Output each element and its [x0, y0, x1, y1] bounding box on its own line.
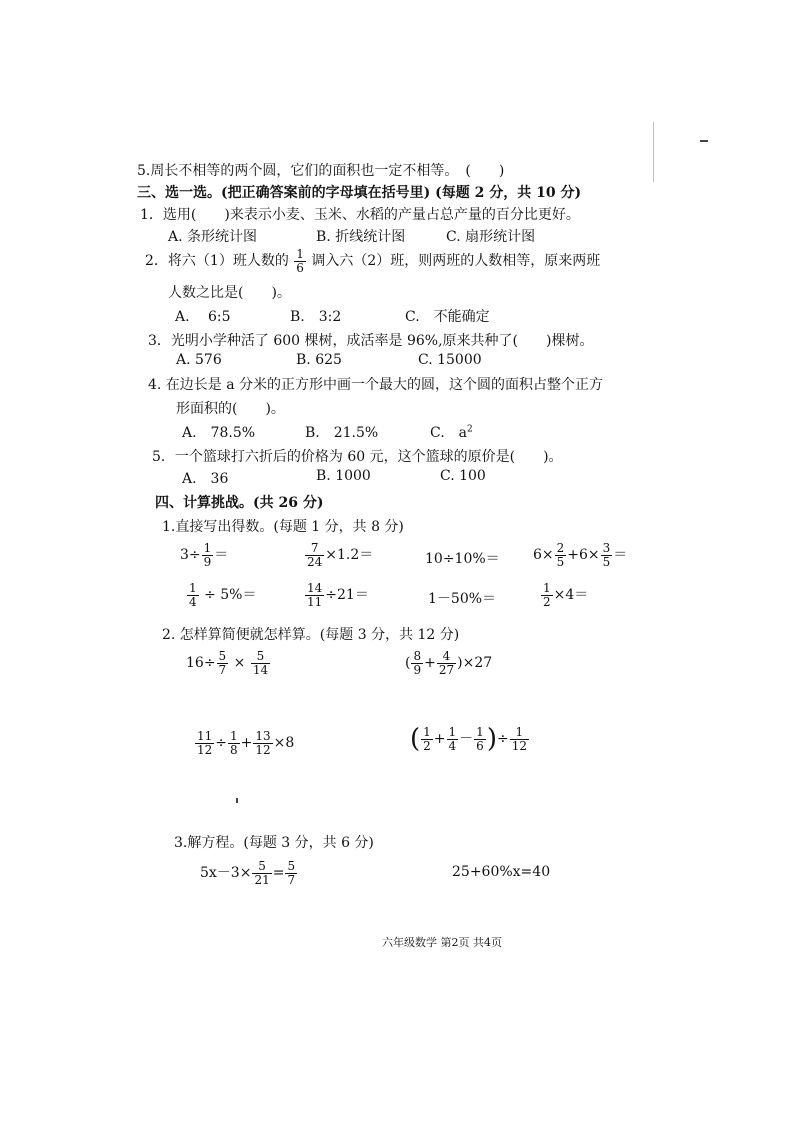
q3-option-b: B. 625	[296, 352, 342, 368]
q3-stem: 3．光明小学种活了 600 棵树，成活率是 96%,原来共种了( )棵树。	[148, 333, 594, 349]
sub3-title: 3.解方程。(每题 3 分，共 6 分)	[174, 835, 374, 851]
sub1-title: 1.直接写出得数。(每题 1 分，共 8 分)	[162, 519, 404, 535]
q4-stem-line2: 形面积的( )。	[176, 401, 285, 417]
q2-option-b: B. 3:2	[290, 309, 342, 325]
equation-2: 25+60%x=40	[452, 864, 551, 880]
equation-1: 5x－3× $\frac{5}{21}$ = $\frac{5}{7}$	[200, 859, 296, 887]
q4-option-c: C. $a^2$	[430, 424, 473, 441]
q1-option-c: C. 扇形统计图	[446, 229, 536, 245]
calc-item-2: $\frac{7}{24}$ ×1.2＝	[307, 541, 374, 569]
q2-fraction: $\frac{1}{6}$	[296, 247, 304, 275]
q1-option-b: B. 折线统计图	[316, 229, 406, 245]
calc-item-7: 1－50%＝	[428, 591, 497, 607]
q3-option-c: C. 15000	[418, 352, 482, 368]
section3-title: 三、选一选。(把正确答案前的字母填在括号里) (每题 2 分，共 10 分)	[137, 185, 582, 201]
q2-option-c: C. 不能确定	[405, 309, 490, 325]
q5-option-a: A. 36	[182, 471, 229, 487]
sub2-title: 2. 怎样算简便就怎样算。(每题 3 分，共 12 分)	[162, 627, 460, 643]
q3-option-a: A. 576	[176, 352, 222, 368]
simplify-expr-3: $\frac{11}{12}$ ÷ $\frac{1}{8}$ + $\frac{13}{12}$ ×8	[197, 729, 295, 757]
calc-item-1: 3÷ $\frac{1}{9}$ ＝	[180, 541, 229, 569]
q2-stem-a: 2．将六（1）班人数的	[145, 253, 289, 270]
q1-stem: 1．选用( )来表示小麦、玉米、水稻的产量占总产量的百分比更好。	[140, 207, 580, 223]
q1-option-a: A. 条形统计图	[168, 229, 258, 245]
q2-stem-b: 调入六（2）班，则两班的人数相等，原来两班	[311, 253, 601, 270]
calc-item-4: 6× $\frac{2}{5}$ +6× $\frac{3}{5}$ ＝	[533, 541, 628, 569]
calc-item-8: $\frac{1}{2}$ ×4＝	[543, 581, 589, 609]
simplify-expr-1: 16÷ $\frac{5}{7}$ × $\frac{5}{14}$	[186, 649, 269, 677]
q2-stem-line2: 人数之比是( )。	[168, 285, 291, 301]
calc-item-5: $\frac{1}{4}$ ÷ 5%＝	[189, 581, 257, 609]
scan-edge-tick	[700, 140, 708, 142]
scan-dot	[236, 798, 238, 803]
q2-stem-line1	[145, 248, 600, 274]
calc-item-3: 10÷10%＝	[425, 551, 500, 567]
page-footer: 六年级数学 第2页 共4页	[382, 936, 502, 949]
true-false-q5: 5.周长不相等的两个圆，它们的面积也一定不相等。 ( )	[137, 163, 505, 179]
q2-option-a: A. 6:5	[175, 309, 231, 325]
scan-edge-line	[653, 122, 654, 182]
q4-option-b: B. 21.5%	[305, 425, 379, 441]
q4-option-a: A. 78.5%	[182, 425, 256, 441]
q5-stem: 5．一个篮球打六折后的价格为 60 元，这个篮球的原价是( )。	[152, 449, 563, 465]
simplify-expr-4: ( $\frac{1}{2}$ + $\frac{1}{4}$ － $\frac{1}{6}$ )÷ $\frac{1}{12}$	[410, 724, 527, 755]
calc-item-6: $\frac{14}{11}$ ÷21＝	[307, 581, 369, 609]
section4-title: 四、计算挑战。(共 26 分)	[155, 495, 324, 511]
q4-stem-line1: 4. 在边长是 a 分米的正方形中画一个最大的圆，这个圆的面积占整个正方	[148, 377, 604, 393]
q5-option-b: B. 1000	[316, 468, 371, 484]
q5-option-c: C. 100	[440, 468, 486, 484]
simplify-expr-2: ( $\frac{8}{9}$ + $\frac{4}{27}$ )×27	[405, 649, 493, 677]
